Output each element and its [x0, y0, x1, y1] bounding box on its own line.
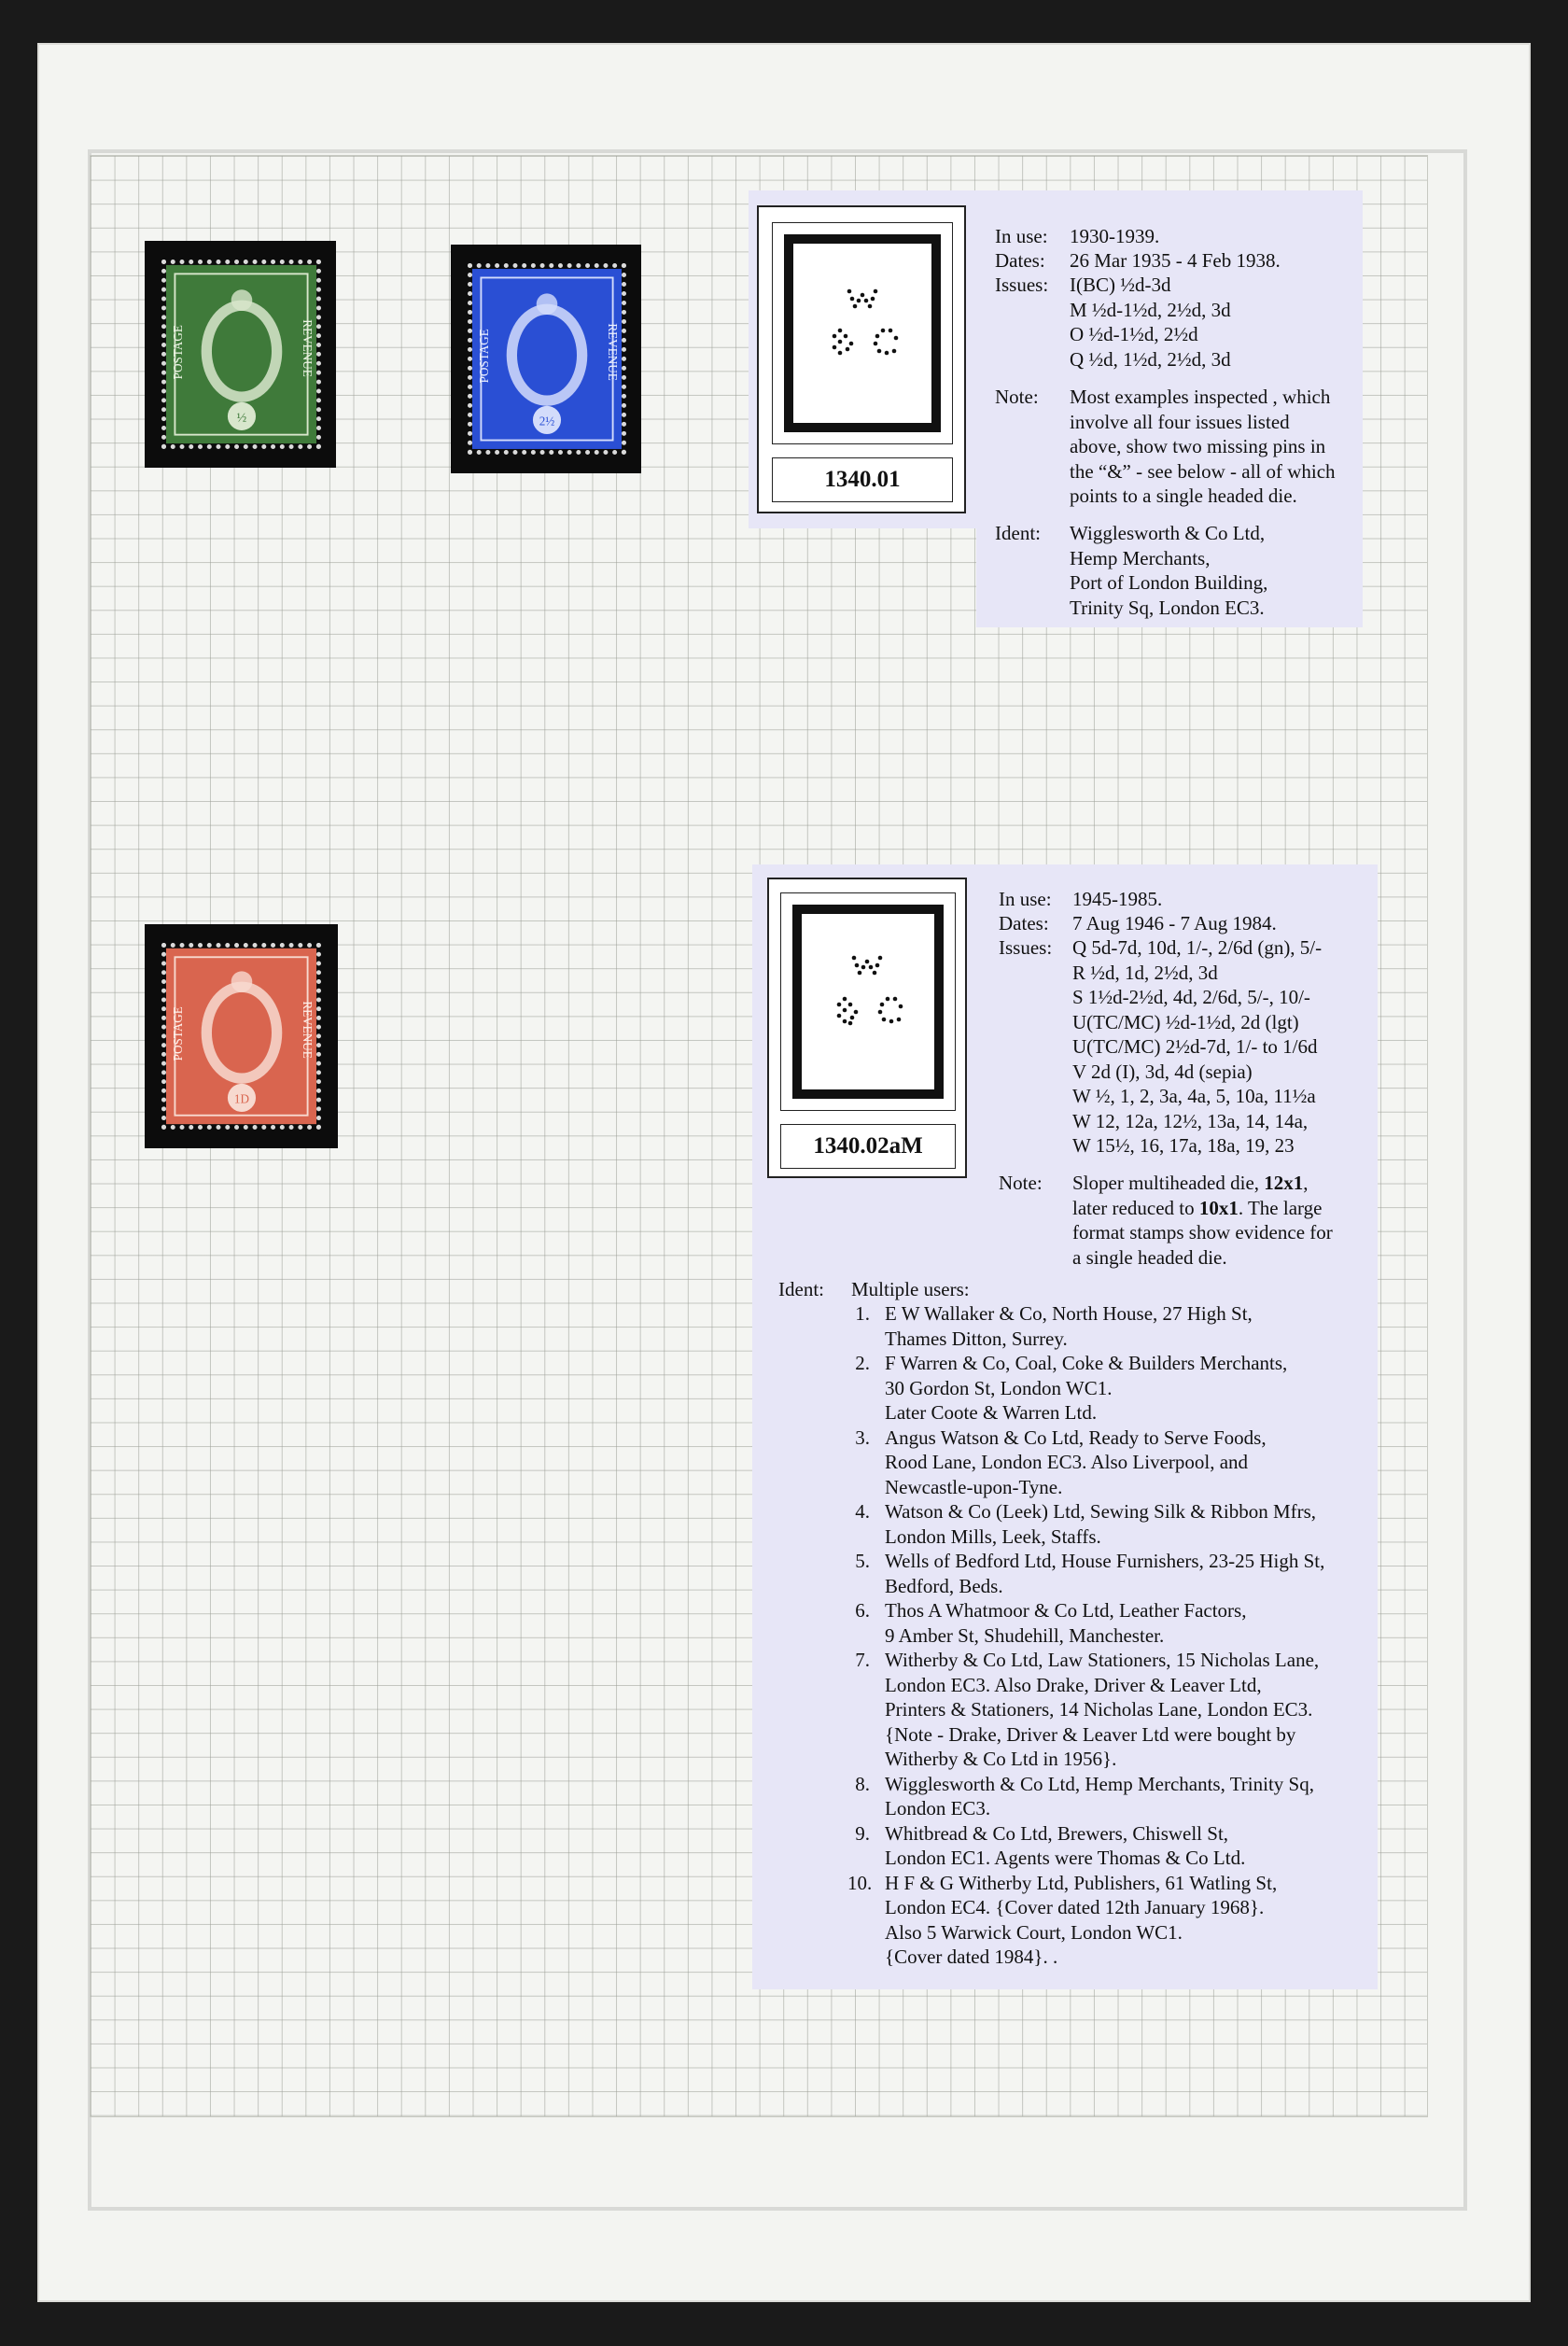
note-line: points to a single headed die.	[1070, 485, 1297, 507]
ident-label: Ident:	[778, 1278, 824, 1300]
note-text-part: Sloper multiheaded die,	[1072, 1172, 1265, 1194]
list-item	[847, 1871, 1324, 1970]
note-line	[1072, 1171, 1333, 1196]
note-text-part: later reduced to	[1072, 1196, 1199, 1219]
dates-label: Dates:	[999, 912, 1049, 934]
stamp-mount-1	[145, 241, 336, 468]
issue-line: Q ½d, 1½d, 2½d, 3d	[1070, 347, 1231, 371]
users-list	[847, 1301, 1324, 1970]
issue-line: R ½d, 1d, 2½d, 3d	[1072, 961, 1218, 984]
die-diagram	[780, 892, 956, 1111]
list-number: 10.	[847, 1871, 873, 1894]
stamp-mount-2	[451, 245, 641, 473]
ident-label: Ident:	[995, 522, 1041, 544]
note-line: a single headed die.	[1072, 1245, 1227, 1269]
die-number-label	[780, 1124, 956, 1169]
stamp-half-penny-green[interactable]	[161, 260, 321, 449]
in-use-value: 1945-1985.	[1072, 888, 1163, 910]
list-text: Wells of Bedford Ltd, House Furnishers, 23-25 High St, Bedford, Beds.	[885, 1550, 1325, 1597]
in-use-label: In use:	[999, 888, 1052, 910]
stamp-mount-3	[145, 924, 338, 1148]
king-george-portrait-icon	[472, 268, 622, 450]
list-text: Whitbread & Co Ltd, Brewers, Chiswell St, London EC1. Agents were Thomas & Co Ltd.	[885, 1821, 1246, 1869]
issue-line: W ½, 1, 2, 3a, 4a, 5, 10a, 11½a	[1072, 1085, 1316, 1107]
list-number: 8.	[855, 1772, 870, 1795]
dates-value: 26 Mar 1935 - 4 Feb 1938.	[1070, 249, 1281, 272]
perfin-entry-1340-01-body	[749, 190, 1363, 627]
list-text: F Warren & Co, Coal, Coke & Builders Merchants, 30 Gordon St, London WC1. Later Coote & Warren Ltd.	[885, 1352, 1288, 1424]
perforation-pattern	[802, 914, 934, 1089]
note-label: Note:	[995, 386, 1039, 408]
svg-text:REVENUE: REVENUE	[605, 323, 620, 381]
die-format-original: 12x1	[1264, 1172, 1304, 1194]
die-number: 1340.02aM	[813, 1133, 923, 1159]
svg-text:REVENUE: REVENUE	[300, 1001, 315, 1059]
list-number: 6.	[855, 1599, 870, 1622]
issue-line: O ½d-1½d, 2½d	[1070, 323, 1198, 345]
svg-text:POSTAGE: POSTAGE	[170, 325, 185, 380]
perforation-frame	[792, 905, 944, 1099]
die-number-label	[772, 457, 953, 502]
die-number: 1340.01	[824, 467, 901, 492]
ident-line: Port of London Building,	[1070, 571, 1268, 594]
note-line	[1072, 1196, 1333, 1221]
issue-line: W 12, 12a, 12½, 13a, 14, 14a,	[1072, 1109, 1309, 1132]
note-line: Most examples inspected , which	[1070, 386, 1331, 408]
issue-line: U(TC/MC) ½d-1½d, 2d (lgt)	[1072, 1010, 1299, 1033]
svg-text:1D: 1D	[233, 1091, 250, 1106]
list-text: Wigglesworth & Co Ltd, Hemp Merchants, Trinity Sq, London EC3.	[885, 1772, 1314, 1819]
issue-line: M ½d-1½d, 2½d, 3d	[1070, 298, 1231, 321]
list-item	[847, 1598, 1324, 1648]
svg-text:POSTAGE: POSTAGE	[476, 329, 491, 384]
list-number: 2.	[855, 1352, 870, 1374]
perforation-frame	[784, 234, 941, 432]
perfin-entry-1340-02aM	[752, 864, 1378, 1989]
dates-value: 7 Aug 1946 - 7 Aug 1984.	[1072, 912, 1277, 934]
issue-line: S 1½d-2½d, 4d, 2/6d, 5/-, 10/-	[1072, 986, 1310, 1008]
issue-line: Q 5d-7d, 10d, 1/-, 2/6d (gn), 5/-	[1072, 936, 1323, 959]
svg-text:POSTAGE: POSTAGE	[170, 1006, 185, 1061]
issues-label: Issues:	[995, 274, 1049, 296]
list-text: H F & G Witherby Ltd, Publishers, 61 Watling St, London EC4. {Cover dated 12th January 1968}. Also 5 Warwick Court, London WC1. {Cover dated 1984}. .	[885, 1871, 1278, 1968]
list-number: 3.	[855, 1426, 870, 1449]
ident-intro: Multiple users:	[851, 1278, 970, 1300]
note-text-part: . The large	[1238, 1196, 1323, 1219]
issues-list	[1070, 273, 1231, 372]
note-text-part: ,	[1303, 1172, 1309, 1194]
list-number: 7.	[855, 1649, 870, 1671]
issue-line: V 2d (I), 3d, 4d (sepia)	[1072, 1060, 1253, 1083]
issue-line: I(BC) ½d-3d	[1070, 274, 1171, 296]
list-item	[847, 1351, 1324, 1426]
note-line: the “&” - see below - all of which	[1070, 459, 1336, 483]
list-item	[847, 1821, 1324, 1871]
stamp-one-penny-red[interactable]	[161, 943, 321, 1130]
in-use-value: 1930-1939.	[1070, 225, 1160, 247]
perforation-pattern	[793, 244, 931, 423]
issue-line: W 15½, 16, 17a, 18a, 19, 23	[1072, 1134, 1295, 1157]
in-use-label: In use:	[995, 225, 1048, 247]
note-text	[1072, 1171, 1333, 1270]
note-text	[1070, 385, 1336, 509]
issue-line: U(TC/MC) 2½d-7d, 1/- to 1/6d	[1072, 1035, 1318, 1058]
king-george-portrait-icon	[166, 264, 316, 444]
list-text: Thos A Whatmoor & Co Ltd, Leather Factors, 9 Amber St, Shudehill, Manchester.	[885, 1599, 1247, 1647]
die-diagram	[772, 222, 953, 444]
note-label: Note:	[999, 1172, 1043, 1194]
die-diagram-box	[757, 205, 966, 513]
list-number: 1.	[855, 1302, 870, 1325]
list-number: 4.	[855, 1500, 870, 1523]
stamp-two-half-penny-blue[interactable]	[468, 263, 626, 455]
list-item	[847, 1426, 1324, 1500]
svg-text:½: ½	[236, 410, 247, 426]
list-number: 5.	[855, 1550, 870, 1572]
issues-list	[1072, 935, 1322, 1159]
list-number: 9.	[855, 1821, 870, 1845]
list-item	[847, 1549, 1324, 1598]
list-item	[847, 1648, 1324, 1772]
ident-line: Trinity Sq, London EC3.	[1070, 596, 1265, 619]
die-format-reduced: 10x1	[1198, 1196, 1239, 1219]
note-line: format stamps show evidence for	[1072, 1221, 1333, 1243]
list-text: E W Wallaker & Co, North House, 27 High St, Thames Ditton, Surrey.	[885, 1302, 1253, 1350]
list-item	[847, 1499, 1324, 1549]
die-diagram-box	[767, 878, 967, 1178]
ident-line: Wigglesworth & Co Ltd,	[1070, 522, 1266, 544]
dates-label: Dates:	[995, 249, 1045, 272]
list-text: Witherby & Co Ltd, Law Stationers, 15 Nicholas Lane, London EC3. Also Drake, Driver & Leaver Ltd, Printers & Stationers, 14 Nicholas Lane, London EC3. {Note - Drake, Driver & Leaver Ltd were bought by Witherby & Co Ltd in 1956}.	[885, 1649, 1320, 1770]
svg-text:2½: 2½	[539, 414, 555, 428]
list-item	[847, 1301, 1324, 1351]
list-item	[847, 1772, 1324, 1821]
note-line: above, show two missing pins in	[1070, 435, 1326, 457]
note-line: involve all four issues listed	[1070, 410, 1290, 433]
issues-label: Issues:	[999, 936, 1053, 959]
svg-text:REVENUE: REVENUE	[300, 319, 315, 377]
ident-line: Hemp Merchants,	[1070, 546, 1211, 569]
list-text: Angus Watson & Co Ltd, Ready to Serve Foods, Rood Lane, London EC3. Also Liverpool, and Newcastle-upon-Tyne.	[885, 1426, 1267, 1498]
list-text: Watson & Co (Leek) Ltd, Sewing Silk & Ribbon Mfrs, London Mills, Leek, Staffs.	[885, 1500, 1317, 1548]
king-george-portrait-icon	[166, 948, 316, 1125]
ident-text	[1070, 521, 1267, 620]
